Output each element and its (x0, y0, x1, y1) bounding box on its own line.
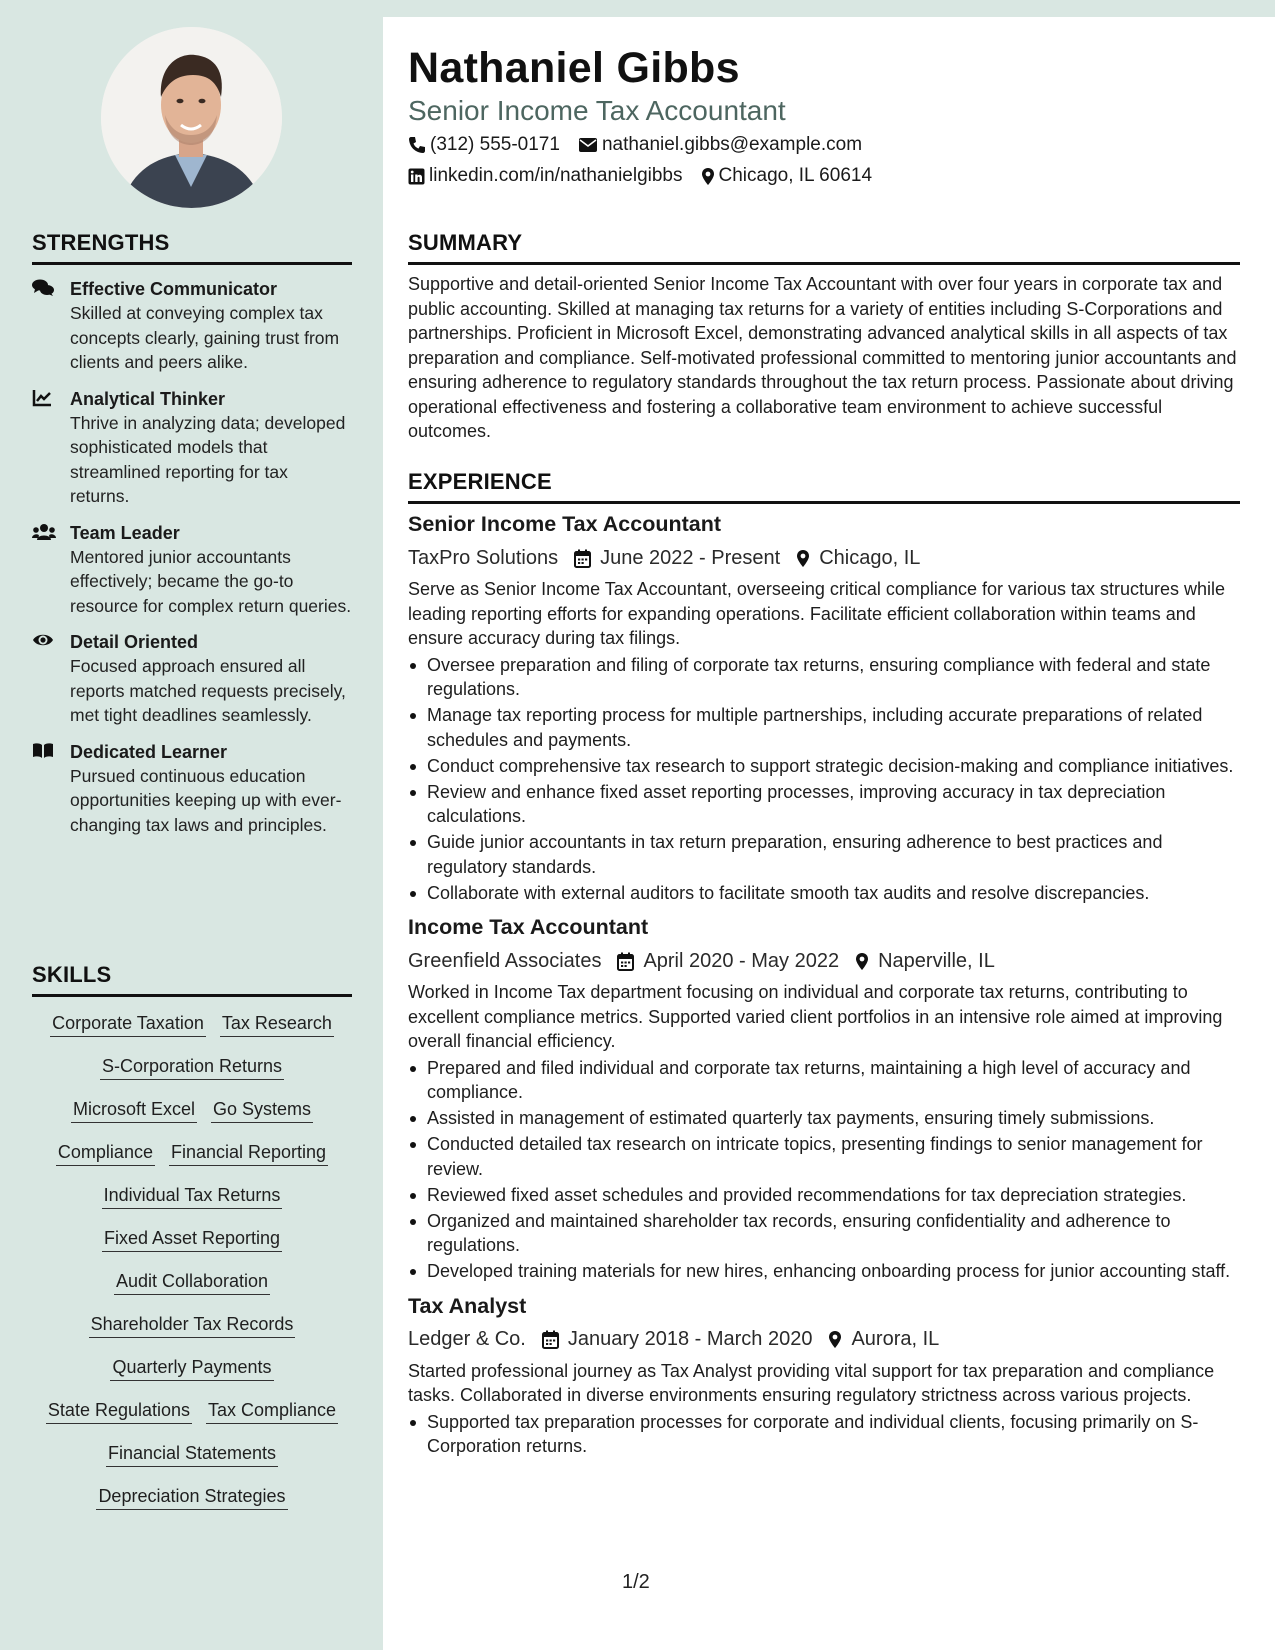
email-link[interactable]: nathaniel.gibbs@example.com (601, 134, 863, 155)
job-bullets (408, 1410, 1240, 1459)
map-marker-icon (855, 952, 869, 971)
map-marker-icon (828, 1330, 842, 1349)
job-meta (408, 1326, 1240, 1354)
skill-tag: Shareholder Tax Records (89, 1312, 296, 1338)
job-location (828, 1328, 939, 1351)
chart-line-icon (32, 387, 70, 509)
strength-description: Skilled at conveying complex tax concepts clearly, gaining trust from clients and peers alike. (70, 303, 340, 372)
envelope-icon (578, 137, 598, 153)
job-summary: Serve as Senior Income Tax Accountant, overseeing critical compliance for various tax structures while leading reporting efforts for expanding operations. Facilitate efficient collaboration within teams and ensure accuracy during tax filings. (408, 579, 1226, 648)
skill-tag: Corporate Taxation (50, 1011, 206, 1037)
experience-heading: EXPERIENCE (408, 469, 1240, 504)
skill-tag: Go Systems (211, 1097, 313, 1123)
skill-tag: S-Corporation Returns (100, 1054, 284, 1080)
calendar-icon (617, 952, 634, 971)
contact-row (408, 134, 880, 156)
strength-description: Pursued continuous education opportunities keeping up with ever-changing tax laws and principles. (70, 765, 342, 835)
strength-item (32, 387, 352, 509)
job-meta (408, 544, 1240, 572)
eye-icon (32, 630, 70, 728)
bullet-item: Assisted in management of estimated quarterly tax payments, ensuring timely submissions. (408, 1106, 1240, 1131)
strength-title: Detail Oriented (70, 632, 199, 652)
linkedin-link[interactable]: linkedin.com/in/nathanielgibbs (429, 165, 683, 186)
skill-tag: Financial Reporting (169, 1140, 328, 1166)
job-location (855, 950, 995, 973)
bullet-item: Conducted detailed tax research on intricate topics, presenting findings to senior management for review. (408, 1132, 1240, 1181)
strengths-section (32, 230, 352, 837)
strength-description: Mentored junior accountants effectively; became the go-to resource for complex return queries. (70, 546, 352, 616)
bullet-item: Collaborate with external auditors to facilitate smooth tax audits and resolve discrepancies. (408, 881, 1240, 906)
job-dates-text: January 2018 - March 2020 (567, 1328, 813, 1350)
strengths-heading: STRENGTHS (32, 230, 352, 265)
skill-tag: Quarterly Payments (110, 1355, 273, 1381)
strength-title: Team Leader (70, 522, 180, 543)
calendar-icon (542, 1330, 559, 1349)
job-meta (408, 947, 1240, 975)
job-location (796, 547, 920, 570)
bullet-item: Review and enhance fixed asset reporting processes, improving accuracy in tax depreciation calculations. (408, 780, 1240, 829)
job-dates (542, 1328, 813, 1351)
strength-item (32, 521, 352, 619)
phone-contact (408, 134, 560, 156)
bullet-item: Guide junior accountants in tax return preparation, ensuring adherence to best practices and regulatory standards. (408, 830, 1240, 879)
job-bullets (408, 653, 1240, 906)
comments-icon (32, 277, 70, 375)
skill-tag: Fixed Asset Reporting (102, 1226, 282, 1252)
job-summary: Worked in Income Tax department focusing on individual and corporate tax returns, contributing to excellent compliance metrics. Supported varied client portfolios in an intensive role aimed at improving overall financial efficiency. (408, 982, 1223, 1051)
skill-tag: Compliance (56, 1140, 155, 1166)
page-number: 1/2 (622, 1571, 650, 1593)
skills-section (32, 962, 352, 1510)
job-title: Tax Analyst (408, 1293, 527, 1318)
job-dates (574, 547, 780, 570)
profile-photo (101, 27, 282, 208)
book-icon (32, 740, 70, 838)
bullet-item: Oversee preparation and filing of corporate tax returns, ensuring compliance with federal and state regulations. (408, 653, 1240, 702)
skill-tag: Audit Collaboration (114, 1269, 270, 1295)
skill-tag: State Regulations (46, 1398, 192, 1424)
company-name: TaxPro Solutions (408, 546, 559, 569)
bullet-item: Supported tax preparation processes for corporate and individual clients, focusing primarily on S-Corporation returns. (408, 1410, 1240, 1459)
job-dates (617, 950, 839, 973)
strength-title: Effective Communicator (70, 279, 278, 299)
skill-tag: Tax Compliance (206, 1398, 338, 1424)
job-summary: Started professional journey as Tax Analyst providing vital support for tax preparation and compliance tasks. Collaborated in diverse environments ensuring regulatory strictness across various projects. (408, 1360, 1215, 1405)
location-contact (701, 165, 873, 187)
calendar-icon (574, 549, 591, 568)
job-entry (408, 1294, 1240, 1459)
linkedin-icon (408, 168, 425, 185)
strength-title: Analytical Thinker (70, 388, 226, 409)
strength-item (32, 277, 352, 375)
summary-text: Supportive and detail-oriented Senior Income Tax Accountant with over four years in corporate tax and public accounting. Skilled at managing tax returns for a variety of entities including S-Corporations and partnerships. Proficient in Microsoft Excel, demonstrating advanced analytical skills in all aspects of tax preparation and compliance. Self-motivated professional committed to mentoring junior accountants and ensuring adherence to regulatory standards throughout the tax return process. Passionate about driving operational effectiveness and fostering a collaborative team environment to achieve successful outcomes. (408, 274, 1237, 441)
phone-text: (312) 555-0171 (430, 134, 560, 155)
strength-title: Dedicated Learner (70, 741, 228, 762)
sidebar (0, 0, 383, 1650)
contact-row-2 (408, 165, 890, 187)
job-location-text: Aurora, IL (851, 1328, 940, 1350)
company-name: Ledger & Co. (408, 1328, 526, 1350)
map-marker-icon (701, 167, 715, 186)
strength-item (32, 630, 352, 728)
strength-description: Focused approach ensured all reports matched requests precisely, met tight deadlines seamlessly. (70, 656, 346, 725)
skills-heading: SKILLS (32, 962, 352, 997)
bullet-item: Reviewed fixed asset schedules and provided recommendations for tax depreciation strategies. (408, 1183, 1240, 1208)
skills-list (32, 1011, 352, 1510)
bullet-item: Manage tax reporting process for multiple partnerships, including accurate preparations of related schedules and payments. (408, 703, 1240, 752)
users-icon (32, 521, 70, 619)
skill-tag: Financial Statements (106, 1441, 278, 1467)
email-contact[interactable] (578, 134, 862, 156)
job-location-text: Chicago, IL (819, 546, 921, 569)
job-location-text: Naperville, IL (878, 949, 995, 972)
bullet-item: Conduct comprehensive tax research to support strategic decision-making and compliance initiatives. (408, 754, 1240, 779)
bullet-item: Organized and maintained shareholder tax records, ensuring confidentiality and adherence to regulations. (408, 1209, 1240, 1258)
strength-description: Thrive in analyzing data; developed sophisticated models that streamlined reporting for tax returns. (70, 412, 346, 506)
job-dates-text: June 2022 - Present (600, 546, 781, 569)
job-bullets (408, 1056, 1240, 1284)
company-name: Greenfield Associates (408, 949, 602, 972)
skill-tag: Microsoft Excel (71, 1097, 197, 1123)
skill-tag: Depreciation Strategies (96, 1484, 287, 1510)
job-dates-text: April 2020 - May 2022 (643, 949, 840, 972)
location-text: Chicago, IL 60614 (718, 165, 873, 186)
bullet-item: Developed training materials for new hires, enhancing onboarding process for junior accounting staff. (408, 1259, 1240, 1284)
bullet-item: Prepared and filed individual and corporate tax returns, maintaining a high level of accuracy and compliance. (408, 1056, 1240, 1105)
experience-section (408, 469, 1240, 1459)
summary-heading: SUMMARY (408, 230, 1240, 265)
job-entry (408, 915, 1240, 1284)
candidate-name: Nathaniel Gibbs (408, 44, 740, 92)
linkedin-contact[interactable] (408, 165, 683, 187)
job-entry (408, 512, 1240, 905)
phone-icon (408, 136, 426, 154)
job-title: Income Tax Accountant (408, 915, 649, 939)
skill-tag: Tax Research (220, 1011, 334, 1037)
skill-tag: Individual Tax Returns (102, 1183, 283, 1209)
map-marker-icon (796, 549, 810, 568)
strength-item (32, 740, 352, 838)
summary-section (408, 230, 1240, 444)
candidate-title: Senior Income Tax Accountant (408, 95, 786, 126)
job-title: Senior Income Tax Accountant (408, 512, 721, 536)
